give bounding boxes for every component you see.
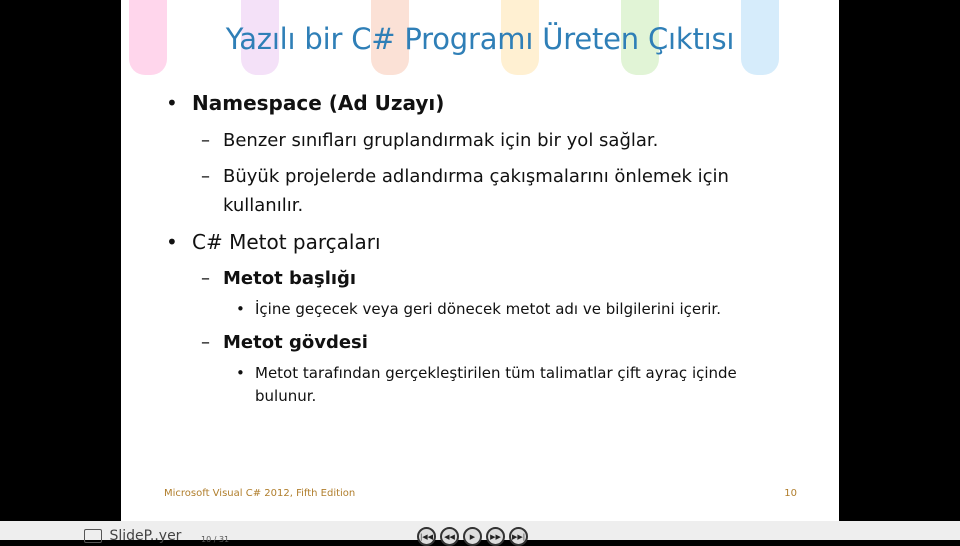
play-icon[interactable]: ▶: [463, 527, 482, 546]
dash-icon: –: [201, 332, 210, 353]
subbullet-naming: [201, 162, 801, 220]
slide-title: Yazılı bir C# Programı Üreten Çıktısı: [225, 22, 735, 56]
last-icon[interactable]: ▶▶|: [509, 527, 528, 546]
bullet-namespace: [166, 91, 444, 115]
subbullet-label: Benzer sınıfları gruplandırmak için bir yol sağlar.: [223, 130, 659, 151]
bullet-icon: •: [236, 364, 245, 382]
slideplayer-logo[interactable]: [84, 528, 181, 544]
dash-icon: –: [201, 268, 210, 289]
slide-footer-source: Microsoft Visual C# 2012, Fifth Edition: [164, 488, 356, 499]
bullet-method-parts: [166, 230, 381, 254]
slide: [121, 0, 839, 521]
first-icon[interactable]: |◀◀: [417, 527, 436, 546]
dash-icon: –: [201, 130, 210, 151]
presentation-icon: [84, 529, 102, 543]
dash-icon: –: [201, 166, 210, 187]
next-icon[interactable]: ▶▶: [486, 527, 505, 546]
subbullet-method-header: [201, 264, 801, 293]
subbullet-method-body: [201, 328, 801, 357]
prev-icon[interactable]: ◀◀: [440, 527, 459, 546]
slide-page-number: 10: [784, 488, 797, 499]
bullet-icon: •: [166, 230, 178, 254]
detail-method-header: [236, 298, 776, 321]
subbullet-group: [201, 126, 801, 155]
logo-text: SlideP..yer: [109, 528, 182, 544]
player-controls: [417, 527, 528, 546]
detail-method-body: [236, 362, 776, 408]
subbullet-label: Metot başlığı: [223, 268, 357, 289]
detail-label: İçine geçecek veya geri dönecek metot adı ve bilgilerini içerir.: [255, 300, 721, 318]
page-counter: 10 / 31: [201, 535, 230, 544]
bullet-icon: •: [236, 300, 245, 318]
subbullet-label: Büyük projelerde adlandırma çakışmalarını önlemek için kullanılır.: [223, 166, 729, 216]
bullet-label: C# Metot parçaları: [192, 230, 381, 254]
detail-label: Metot tarafından gerçekleştirilen tüm talimatlar çift ayraç içinde bulunur.: [255, 364, 737, 405]
bullet-icon: •: [166, 91, 178, 115]
subbullet-label: Metot gövdesi: [223, 332, 368, 353]
bullet-label: Namespace (Ad Uzayı): [192, 91, 445, 115]
